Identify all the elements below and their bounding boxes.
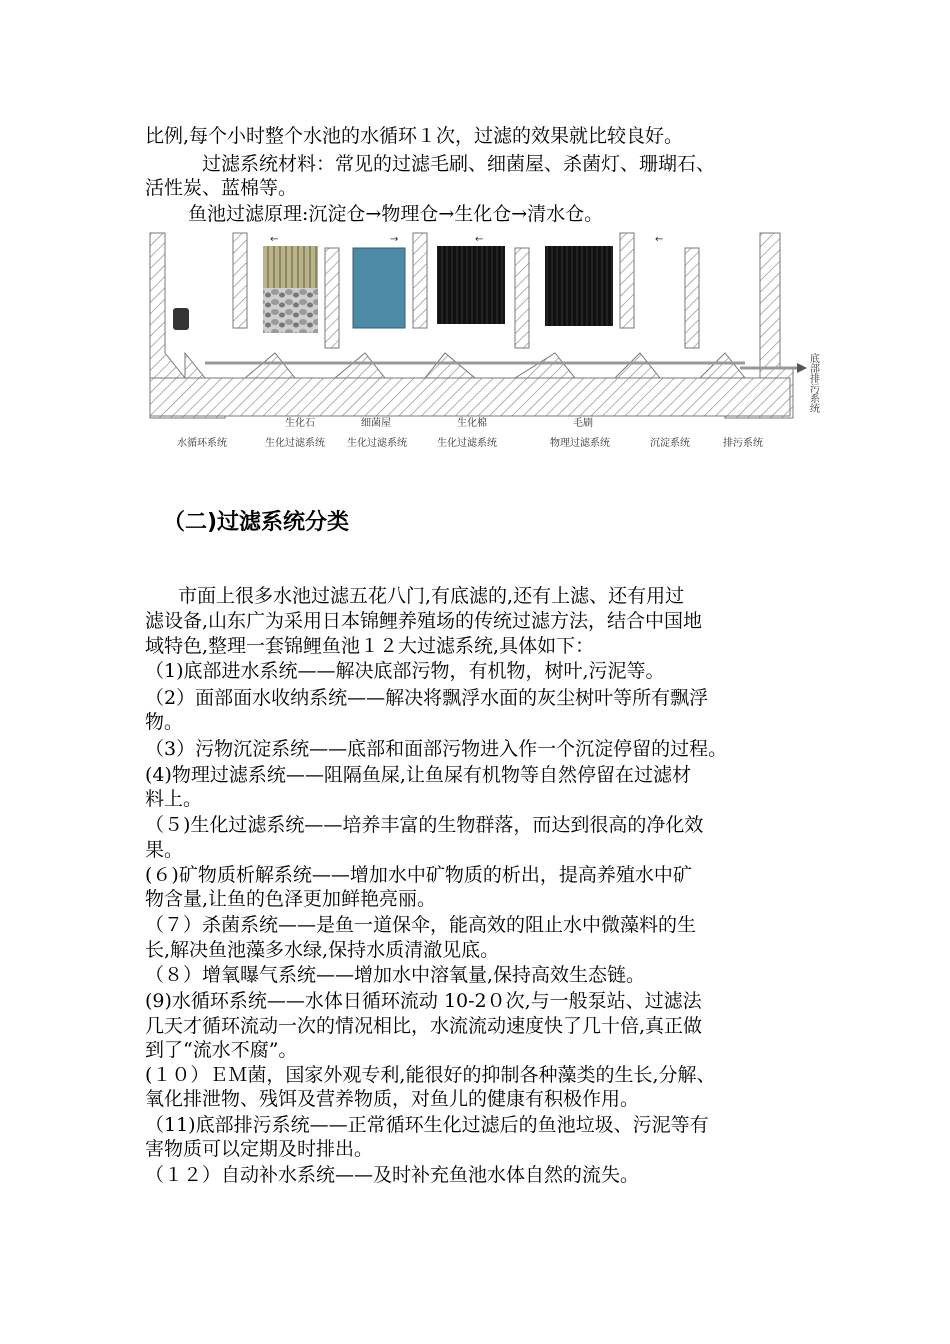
body-line: 滤设备,山东广为采用日本锦鲤养殖场的传统过滤方法，结合中国地: [145, 610, 703, 632]
partition: [233, 233, 247, 328]
brush-media: [545, 246, 613, 326]
body-line: （3）污物沉淀系统——底部和面部污物进入作一个沉淀停留的过程。: [145, 738, 728, 760]
body-line: (9)水循环系统——水体日循环流动 10-2０次,与一般泵站、过滤法: [145, 990, 702, 1012]
media-label: 细菌屋: [361, 418, 391, 429]
system-label: 水循环系统: [177, 438, 227, 449]
system-label: 物理过滤系统: [550, 438, 610, 449]
media-label: 生化棉: [457, 418, 487, 429]
body-line: 料上。: [145, 788, 203, 810]
body-line: 氧化排泄物、残饵及营养物质，对鱼儿的健康有积极作用。: [145, 1088, 640, 1110]
bacteria-house-media: [353, 248, 405, 328]
body-line: 长,解决鱼池藻多水绿,保持水质清澈见底。: [145, 939, 500, 961]
body-line: (１０）ＥＭ菌，国家外观专利,能很好的抑制各种藻类的生长,分解、: [145, 1064, 716, 1086]
system-label: 生化过滤系统: [347, 438, 407, 449]
bio-sponge-media: [437, 246, 505, 324]
pump-icon: [173, 308, 189, 330]
flow-arrow-icon: →: [390, 234, 399, 245]
intro-line-2: 过滤系统材料：常见的过滤毛刷、细菌屋、杀菌灯、珊瑚石、: [202, 153, 716, 175]
body-line: 害物质可以定期及时排出。: [145, 1138, 374, 1160]
intro-line-4: 鱼池过滤原理:沉淀仓→物理仓→生化仓→清水仓。: [188, 203, 604, 225]
body-line: （1)底部进水系统——解决底部污物，有机物，树叶,污泥等。: [145, 660, 665, 682]
drain-arrow-icon: [797, 363, 807, 373]
body-line: （８）增氧曝气系统——增加水中溶氧量,保持高效生态链。: [145, 964, 646, 986]
body-line: 几天才循环流动一次的情况相比，水流流动速度快了几十倍,真正做: [145, 1015, 703, 1037]
body-line: （11)底部排污系统——正常循环生化过滤后的鱼池垃圾、污泥等有: [145, 1114, 709, 1136]
body-line: （2）面部面水收纳系统——解决将飘浮水面的灰尘树叶等所有飘浮: [145, 687, 709, 709]
flow-arrow-icon: ←: [270, 234, 279, 245]
body-line: （５)生化过滤系统——培养丰富的生物群落，而达到很高的净化效: [145, 814, 704, 836]
system-label: 排污系统: [723, 438, 763, 449]
partition: [413, 233, 427, 328]
filtration-diagram: [145, 228, 825, 458]
side-label: 底部排污系统: [807, 353, 819, 413]
intro-line-3: 活性炭、蓝棉等。: [145, 177, 298, 199]
body-line: 果。: [145, 839, 184, 861]
system-label: 生化过滤系统: [265, 438, 325, 449]
partition: [325, 248, 339, 348]
flow-arrow-icon: ←: [475, 234, 484, 245]
body-line: 物。: [145, 711, 184, 733]
body-line: （７）杀菌系统——是鱼一道保伞，能高效的阻止水中微藻料的生: [145, 914, 697, 936]
partition: [620, 233, 634, 328]
body-line: 物含量,让鱼的色泽更加鲜艳亮丽。: [145, 888, 437, 910]
section-heading: （二)过滤系统分类: [163, 510, 350, 535]
body-line: (4)物理过滤系统——阻隔鱼屎,让鱼屎有机物等自然停留在过滤材: [145, 764, 691, 786]
body-line: （１２）自动补水系统——及时补充鱼池水体自然的流失。: [145, 1164, 640, 1186]
body-line: (６)矿物质析解系统——增加水中矿物质的析出，提高养殖水中矿: [145, 864, 692, 886]
system-label: 沉淀系统: [650, 438, 690, 449]
body-line: 市面上很多水池过滤五花八门,有底滤的,还有上滤、还有用过: [178, 585, 685, 607]
floor: [150, 378, 790, 416]
intro-line-1: 比例,每个小时整个水池的水循环１次，过滤的效果就比较良好。: [145, 125, 684, 147]
body-line: 到了“流水不腐”。: [145, 1039, 298, 1061]
partition: [685, 248, 699, 348]
media-label: 毛刷: [573, 418, 593, 429]
system-label: 生化过滤系统: [437, 438, 497, 449]
partition: [515, 248, 529, 348]
body-line: 域特色,整理一套锦鲤鱼池１２大过滤系统,具体如下：: [145, 635, 595, 657]
media-label: 生化石: [285, 418, 315, 429]
coral-stone-media: [263, 288, 318, 333]
hopper-slopes: [185, 353, 745, 378]
flow-arrow-icon: ←: [655, 234, 664, 245]
